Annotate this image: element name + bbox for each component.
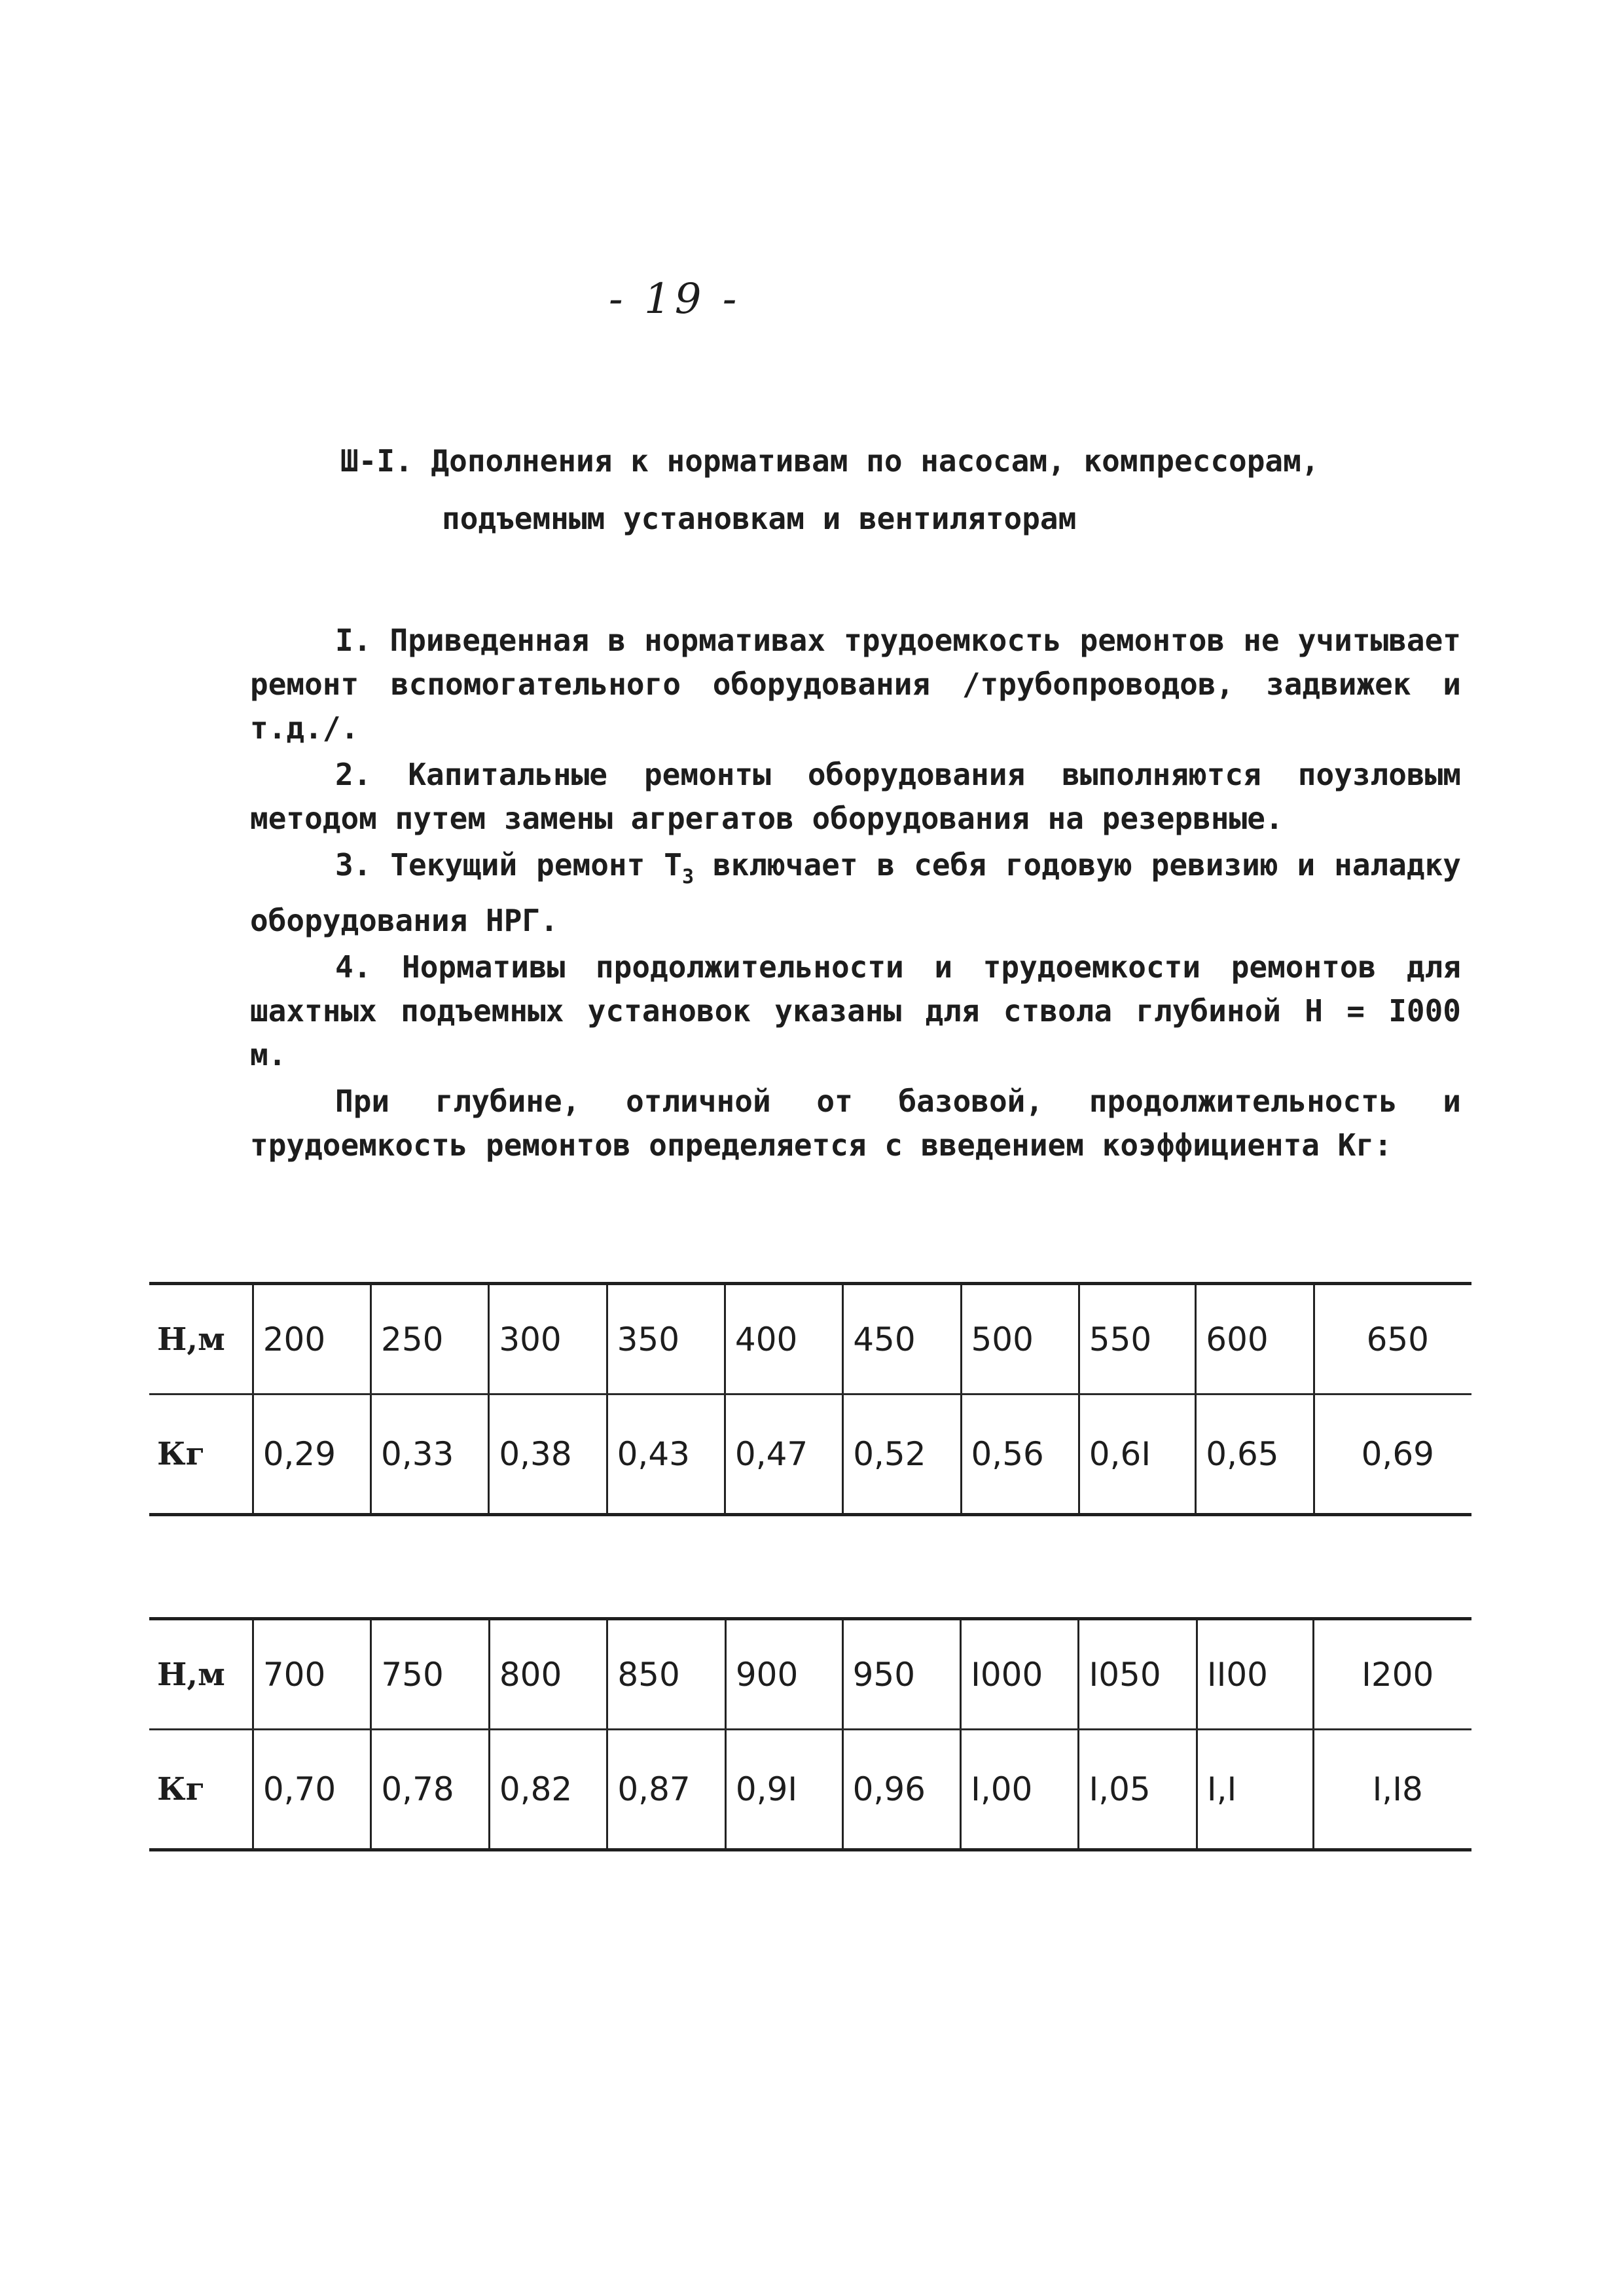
table-cell: 400 xyxy=(725,1284,842,1394)
table-cell: 200 xyxy=(253,1284,370,1394)
paragraph-1: I. Приведенная в нормативах трудоемкость ремонтов не учитывает ремонт вспомогательного оборудования /трубопроводов, задвижек и т.д./. xyxy=(250,623,1461,746)
table-cell: 600 xyxy=(1196,1284,1314,1394)
table-cell: 750 xyxy=(371,1619,490,1730)
table-cell: 0,6I xyxy=(1079,1394,1195,1515)
table-cell: II00 xyxy=(1197,1619,1313,1730)
table-cell: 0,9I xyxy=(725,1730,842,1850)
table-cell: 0,69 xyxy=(1314,1394,1471,1515)
page-number: - 19 - xyxy=(609,275,741,323)
table-cell: 450 xyxy=(843,1284,961,1394)
table-cell: 0,33 xyxy=(371,1394,489,1515)
table-row-coefficient xyxy=(149,1730,1471,1850)
table-cell: 0,43 xyxy=(607,1394,725,1515)
paragraph-3 xyxy=(250,843,1461,943)
paragraph-2: 2. Капитальные ремонты оборудования выполняются поузловым методом путем замены агрегатов оборудования на резервные. xyxy=(250,757,1461,836)
table-cell: I000 xyxy=(961,1619,1079,1730)
table-cell: 0,29 xyxy=(253,1394,370,1515)
table-cell: 250 xyxy=(371,1284,489,1394)
section-heading-line-2: подъемным установкам и вентиляторам xyxy=(442,501,1077,536)
table-cell: I,05 xyxy=(1079,1730,1197,1850)
table-cell: 350 xyxy=(607,1284,725,1394)
row-label-depth: Н,м xyxy=(149,1284,253,1394)
table-cell: I200 xyxy=(1314,1619,1471,1730)
table-cell: 900 xyxy=(725,1619,842,1730)
table-cell: 0,56 xyxy=(961,1394,1079,1515)
table-cell: 300 xyxy=(489,1284,607,1394)
row-label-coefficient: Кг xyxy=(149,1394,253,1515)
paragraph-3-start: 3. Текущий ремонт Т xyxy=(335,847,682,883)
section-heading xyxy=(340,432,1453,547)
table-cell: 0,78 xyxy=(371,1730,490,1850)
table-cell: 0,96 xyxy=(842,1730,961,1850)
table-cell: I,00 xyxy=(961,1730,1079,1850)
table-cell: 700 xyxy=(253,1619,371,1730)
table-cell: 500 xyxy=(961,1284,1079,1394)
table-cell: 650 xyxy=(1314,1284,1471,1394)
depth-coefficient-table-2 xyxy=(149,1617,1471,1851)
table-cell: 0,38 xyxy=(489,1394,607,1515)
table-cell: 950 xyxy=(842,1619,961,1730)
depth-coefficient-table-1 xyxy=(149,1282,1471,1516)
table-cell: 850 xyxy=(607,1619,726,1730)
body-text xyxy=(250,619,1461,1167)
table-cell: I,I xyxy=(1197,1730,1313,1850)
paragraph-4: 4. Нормативы продолжительности и трудоемкости ремонтов для шахтных подъемных установок указаны для ствола глубиной Н = I000 м. xyxy=(250,949,1461,1072)
table-cell: 0,70 xyxy=(253,1730,371,1850)
table-cell: 0,47 xyxy=(725,1394,842,1515)
table-cell: 0,65 xyxy=(1196,1394,1314,1515)
paragraph-3-subscript: 3 xyxy=(681,866,695,888)
table-cell: I050 xyxy=(1079,1619,1197,1730)
table-cell: 0,52 xyxy=(843,1394,961,1515)
table-row-coefficient xyxy=(149,1394,1471,1515)
table-cell: I,I8 xyxy=(1314,1730,1471,1850)
table-cell: 550 xyxy=(1079,1284,1195,1394)
section-heading-line-1: Ш-I. Дополнения к нормативам по насосам, компрессорам, xyxy=(340,443,1320,479)
table-cell: 0,82 xyxy=(489,1730,607,1850)
row-label-coefficient: Кг xyxy=(149,1730,253,1850)
paragraph-3-end: включает в себя годовую ревизию и наладку оборудования НРГ. xyxy=(250,847,1461,938)
row-label-depth: Н,м xyxy=(149,1619,253,1730)
table-row-depth xyxy=(149,1619,1471,1730)
table-cell: 0,87 xyxy=(607,1730,726,1850)
paragraph-5: При глубине, отличной от базовой, продолжительность и трудоемкость ремонтов определяется с введением коэффициента Кг: xyxy=(250,1084,1461,1163)
table-row-depth xyxy=(149,1284,1471,1394)
table-cell: 800 xyxy=(489,1619,607,1730)
